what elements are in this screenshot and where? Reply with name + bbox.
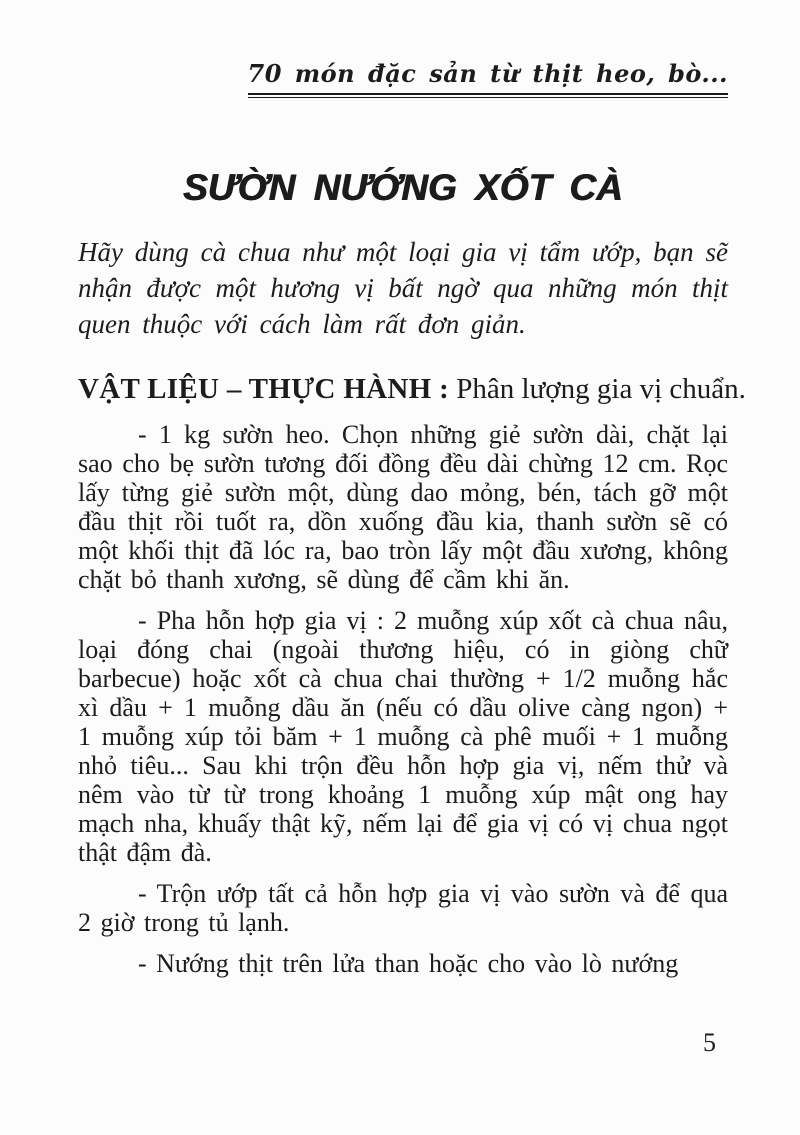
recipe-paragraph: - Trộn ướp tất cả hỗn hợp gia vị vào sườn và để qua 2 giờ trong tủ lạnh. [78,879,728,938]
section-heading [78,370,746,408]
recipe-paragraph: - 1 kg sườn heo. Chọn những giẻ sườn dài, chặt lại sao cho bẹ sườn tương đối đồng đều dài chừng 12 cm. Rọc lấy từng giẻ sườn một, dùng dao mỏng, bén, tách gỡ một đầu thịt rồi tuốt ra, dồn xuống đầu kia, thanh sườn sẽ có một khối thịt đã lóc ra, bao tròn lấy một đầu xương, không chặt bỏ thanh xương, sẽ dùng để cầm khi ăn. [78,420,728,595]
section-heading-rest: Phân lượng gia vị chuẩn. [449,373,746,406]
running-header-double-rule [248,60,728,98]
running-header [78,60,728,98]
section-heading-label: VẬT LIỆU – THỰC HÀNH : [78,373,450,406]
recipe-title: SƯỜN NƯỚNG XỐT CÀ [183,166,623,208]
running-header-text: 70 món đặc sản từ thịt heo, bò... [248,60,728,95]
recipe-paragraph: - Pha hỗn hợp gia vị : 2 muỗng xúp xốt cà chua nâu, loại đóng chai (ngoài thương hiệu, có in giòng chữ barbecue) hoặc xốt cà chua chai thường + 1/2 muỗng hắc xì dầu + 1 muỗng dầu ăn (nếu có dầu olive càng ngon) + 1 muỗng xúp tỏi băm + 1 muỗng cà phê muối + 1 muỗng nhỏ tiêu... Sau khi trộn đều hỗn hợp gia vị, nếm thử và nêm vào từ từ trong khoảng 1 muỗng xúp mật ong hay mạch nha, khuấy thật kỹ, nếm lại để gia vị có vị chua ngọt thật đậm đà. [78,606,728,868]
intro-blurb: Hãy dùng cà chua như một loại gia vị tẩm ướp, bạn sẽ nhận được một hương vị bất ngờ qua những món thịt quen thuộc với cách làm rất đơn giản. [78,237,728,340]
recipe-body [78,420,728,978]
recipe-paragraph: - Nướng thịt trên lửa than hoặc cho vào lò nướng [138,949,679,979]
page-number: 5 [703,1028,716,1057]
